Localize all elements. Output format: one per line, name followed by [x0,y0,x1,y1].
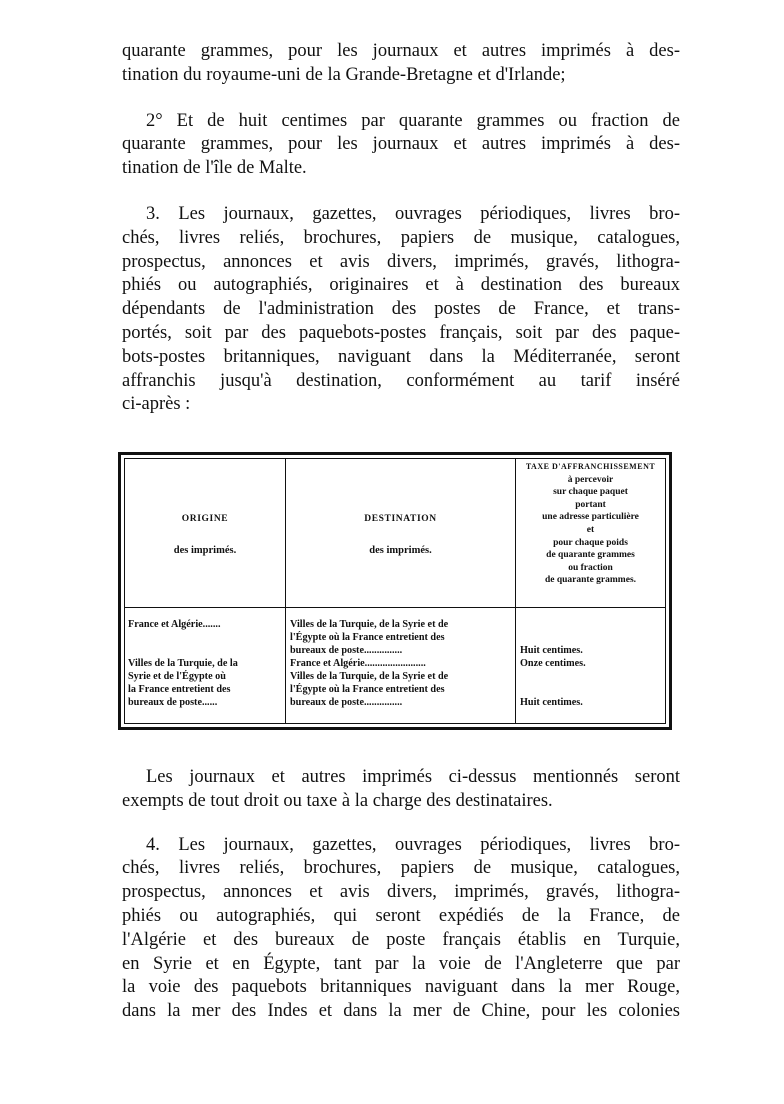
tax-header-line: de quarante grammes. [544,575,637,586]
row2-origin-line: Villes de la Turquie, de la [128,658,238,669]
text-line: tination du royaume-uni de la Grande-Bretagne et d'Irlande; [122,64,566,85]
tax-header-line: et [586,524,595,535]
paragraph-2 [122,110,680,181]
text-line: prospectus, annonces et avis divers, imprimés, gravés, lithogra- [122,251,680,272]
row2-origin-line: la France entretient des [128,684,231,695]
text-line: 4. Les journaux, gazettes, ouvrages périodiques, livres bro- [146,834,680,855]
tariff-table-inner [124,458,666,724]
destination-header: DESTINATION [364,514,437,524]
paragraph-5 [122,834,680,1024]
text-line: dans la mer des Indes et dans la mer de Chine, pour les colonies [122,1001,680,1022]
tax-header-line: de quarante grammes [546,550,635,561]
paragraph-1 [122,40,680,88]
tax-header-line: à percevoir [567,474,614,485]
row2-origin-line: bureaux de poste...... [128,697,218,708]
row1-tax: Huit centimes. [520,645,583,656]
paragraph-4 [122,766,680,814]
origin-column [125,459,286,723]
text-line: l'Algérie et des bureaux de poste français établis en Turquie, [122,929,680,950]
tax-header-line: portant [575,499,606,510]
row2-origin-line: Syrie et de l'Égypte où [128,671,226,682]
destination-subheader: des imprimés. [369,545,432,556]
tax-header-line: sur chaque paquet [553,487,628,498]
text-line: phiés ou autographiés, originaires et à destination des bureaux [122,275,680,296]
text-line: chés, livres reliés, brochures, papiers de musique, catalogues, [122,858,680,879]
row1-dest-line: Villes de la Turquie, de la Syrie et de [290,619,449,630]
text-line: bots-postes britanniques, naviguant dans la Méditerranée, seront [122,346,680,367]
tax-header-line: TAXE D'AFFRANCHISSEMENT [525,462,656,471]
tax-header [516,461,665,587]
header-divider [125,607,665,608]
text-line: dépendants de l'administration des postes de France, et trans- [122,299,680,320]
tax-header-line: ou fraction [568,562,613,573]
tax-header-line: une adresse particulière [542,512,639,523]
text-line: en Syrie et en Égypte, tant par la voie de l'Angleterre que par [122,953,680,974]
text-line: phiés ou autographiés, qui seront expédiés de la France, de [122,905,680,926]
text-line: Les journaux et autres imprimés ci-dessus mentionnés seront [146,767,680,787]
paragraph-3 [122,203,680,417]
tax-column [516,459,665,723]
text-line: exempts de tout droit ou taxe à la charge des destinataires. [122,790,553,811]
row2-dest-b-line: l'Égypte où la France entretient des [290,684,445,695]
row2-dest-b-line: Villes de la Turquie, de la Syrie et de [290,671,449,682]
destination-column [286,459,516,723]
row2-tax-b: Huit centimes. [520,697,583,708]
text-line: la voie des paquebots britanniques naviguant dans la mer Rouge, [122,977,680,998]
text-line: quarante grammes, pour les journaux et autres imprimés à des- [122,134,680,155]
row1-dest-line: bureaux de poste............... [290,645,403,656]
text-line: 2° Et de huit centimes par quarante grammes ou fraction de [146,110,680,131]
text-line: tination de l'île de Malte. [122,158,307,179]
text-line: affranchis jusqu'à destination, conformément au tarif inséré [122,370,680,391]
origin-header: ORIGINE [181,514,229,524]
row1-dest-line: l'Égypte où la France entretient des [290,632,445,643]
tariff-table [118,452,672,730]
row2-dest-a: France et Algérie........................ [290,658,426,669]
origin-subheader: des imprimés. [173,545,237,556]
document-page [122,40,680,417]
text-line: chés, livres reliés, brochures, papiers de musique, catalogues, [122,227,680,248]
document-page-lower [122,766,680,1024]
text-line: portés, soit par des paquebots-postes français, soit par des paque- [122,322,680,343]
tax-header-line: pour chaque poids [553,537,628,548]
text-line: prospectus, annonces et avis divers, imprimés, gravés, lithogra- [122,882,680,903]
text-line: quarante grammes, pour les journaux et autres imprimés à des- [122,41,680,61]
row2-tax-a: Onze centimes. [520,658,586,669]
row2-dest-b-line: bureaux de poste............... [290,697,403,708]
row1-origin: France et Algérie....... [128,619,221,630]
text-line: 3. Les journaux, gazettes, ouvrages périodiques, livres bro- [146,203,680,224]
text-line: ci-après : [122,394,191,415]
